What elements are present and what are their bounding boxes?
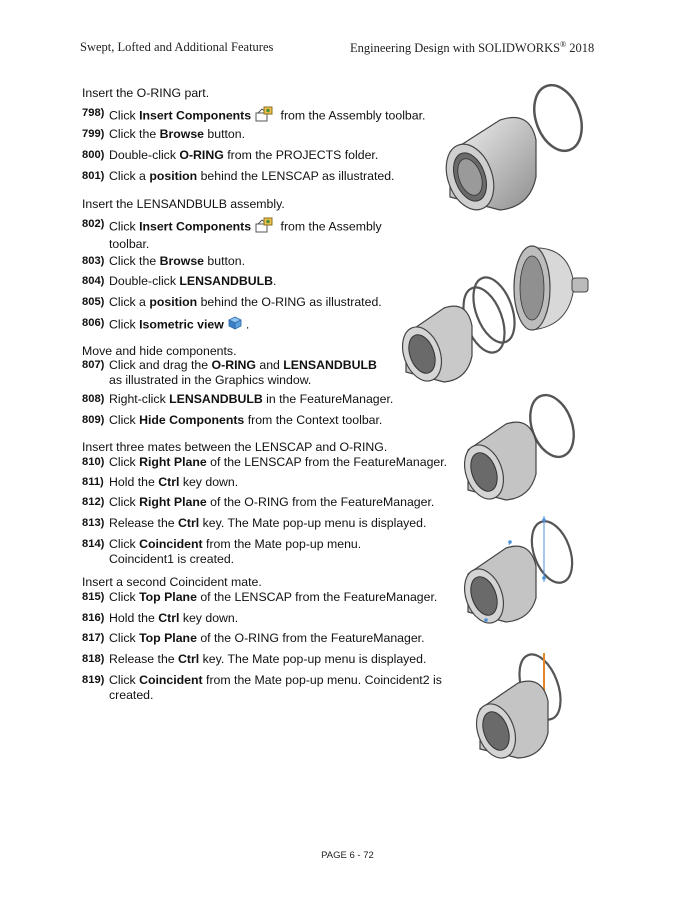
step-798 [82,106,462,126]
header-left: Swept, Lofted and Additional Features [80,40,274,54]
intro-lens: Insert the LENSANDBULB assembly. [82,197,285,211]
step-811 [82,475,462,490]
step-text-tail: from the PROJECTS folder. [223,148,379,162]
step-text: Click [109,590,140,604]
step-810 [82,455,462,470]
step-text-tail: key down. [179,475,239,489]
page-number: PAGE 6 - 72 [321,850,374,861]
step-bold: Top Plane [139,590,197,604]
step-text: Click [109,317,140,332]
step-814 [82,537,422,567]
step-bold: Insert Components [139,108,252,123]
intro-move: Move and hide components. [82,344,237,358]
step-text-tail: button. [204,127,246,141]
step-number: 801) [82,170,105,182]
step-818 [82,652,462,667]
top-plane-mate-figure [470,645,600,760]
step-text-tail: . [245,317,250,332]
step-815 [82,590,462,605]
step-number: 800) [82,149,105,161]
step-text-mid: and [255,358,284,372]
step-bold: LENSANDBULB [179,274,273,288]
step-text: Click [109,495,140,509]
step-text: Click the [109,127,160,141]
step-bold: Browse [159,254,204,268]
right-plane-mate-figure [458,512,588,627]
step-number: 810) [82,456,105,468]
header-right-title: Engineering Design with SOLIDWORKS [350,41,561,56]
step-text-tail: as illustrated in the Graphics window. [109,373,312,387]
step-text-tail: from the Context toolbar. [244,413,383,427]
intro-oring: Insert the O-RING part. [82,86,210,100]
step-bold: Ctrl [158,475,180,489]
step-text: Double-click [109,274,180,288]
step-number: 805) [82,296,105,308]
step-text: Click a [109,295,150,309]
step-text-tail: behind the O-RING as illustrated. [197,295,382,309]
step-text-tail: of the O-RING from the FeatureManager. [206,495,435,509]
step-text: Hold the [109,475,159,489]
step-text-tail: . [272,274,277,288]
step-817 [82,631,462,646]
step-text: Hold the [109,611,159,625]
step-text: Click [109,673,140,687]
step-number: 798) [82,107,105,119]
lensandbulb-figure [392,238,597,398]
isometric-view-icon [228,316,242,334]
step-text: Click a [109,169,150,183]
step-bold: position [149,169,198,183]
step-text-tail: of the LENSCAP from the FeatureManager. [206,455,448,469]
step-bold: Top Plane [139,631,197,645]
step-812 [82,495,462,510]
step-number: 811) [82,476,104,488]
step-number: 819) [82,674,105,686]
step-number: 816) [82,612,105,624]
step-text-tail: in the FeatureManager. [262,392,394,406]
step-bold: Right Plane [139,455,207,469]
step-802 [82,217,382,252]
step-bold: Right Plane [139,495,207,509]
step-bold: position [149,295,198,309]
step-799 [82,127,462,142]
step-bold: O-RING [211,358,256,372]
lenscap-oring-figure [440,82,600,222]
step-number: 814) [82,538,105,550]
lenscap-oring-hidden-figure [458,388,588,503]
step-text: Double-click [109,148,180,162]
step-number: 817) [82,632,105,644]
step-bold: Coincident [139,673,203,687]
step-bold: Ctrl [178,652,200,666]
step-number: 812) [82,496,105,508]
step-text-tail: key. The Mate pop-up menu is displayed. [199,652,427,666]
step-text: Click [109,537,140,551]
intro-second: Insert a second Coincident mate. [82,575,262,589]
step-text-tail: button. [204,254,246,268]
step-text-tail: of the LENSCAP from the FeatureManager. [196,590,438,604]
insert-components-icon [255,217,273,237]
step-text-tail: key down. [179,611,239,625]
step-bold: Browse [159,127,204,141]
step-text-tail: from the Mate pop-up menu. Coincident2 is created. [109,673,442,702]
step-800 [82,148,462,163]
step-801 [82,169,462,184]
step-bold: Ctrl [158,611,180,625]
step-number: 806) [82,317,105,329]
step-number: 815) [82,591,105,603]
step-text: Right-click [109,392,170,406]
step-number: 818) [82,653,105,665]
step-bold: Ctrl [178,516,200,530]
step-bold: Hide Components [139,413,245,427]
step-bold-2: LENSANDBULB [283,358,377,372]
step-text: Click the [109,254,160,268]
step-bold: Coincident [139,537,203,551]
step-text: Click [109,413,140,427]
step-number: 802) [82,218,105,230]
step-number: 808) [82,393,105,405]
step-819 [82,673,462,703]
step-number: 809) [82,414,105,426]
step-816 [82,611,462,626]
step-text: Release the [109,652,179,666]
step-text-tail: of the O-RING from the FeatureManager. [196,631,425,645]
step-bold: LENSANDBULB [169,392,263,406]
step-813 [82,516,462,531]
step-number: 804) [82,275,105,287]
step-number: 813) [82,517,105,529]
header-right [350,40,594,56]
step-bold: Insert Components [139,219,252,234]
step-text: Click and drag the [109,358,212,372]
registered-mark: ® [560,40,567,49]
step-text: Click [109,631,140,645]
step-number: 799) [82,128,105,140]
step-text-tail: from the Assembly toolbar. [109,219,382,251]
step-text: Release the [109,516,179,530]
step-number: 807) [82,359,105,371]
step-809 [82,413,462,428]
step-text-tail: key. The Mate pop-up menu is displayed. [199,516,427,530]
insert-components-icon [255,106,273,126]
step-bold: O-RING [179,148,224,162]
step-807 [82,358,382,388]
intro-mates: Insert three mates between the LENSCAP and O-RING. [82,440,388,454]
step-text: Click [109,108,140,123]
step-bold: Isometric view [139,317,224,332]
step-text: Click [109,219,140,234]
step-text-tail: behind the LENSCAP as illustrated. [197,169,395,183]
step-text-tail: from the Mate pop-up menu. Coincident1 is created. [109,537,362,566]
step-text: Click [109,455,140,469]
step-text-tail: from the Assembly toolbar. [277,108,426,123]
header-right-year: 2018 [566,41,595,56]
step-number: 803) [82,255,105,267]
